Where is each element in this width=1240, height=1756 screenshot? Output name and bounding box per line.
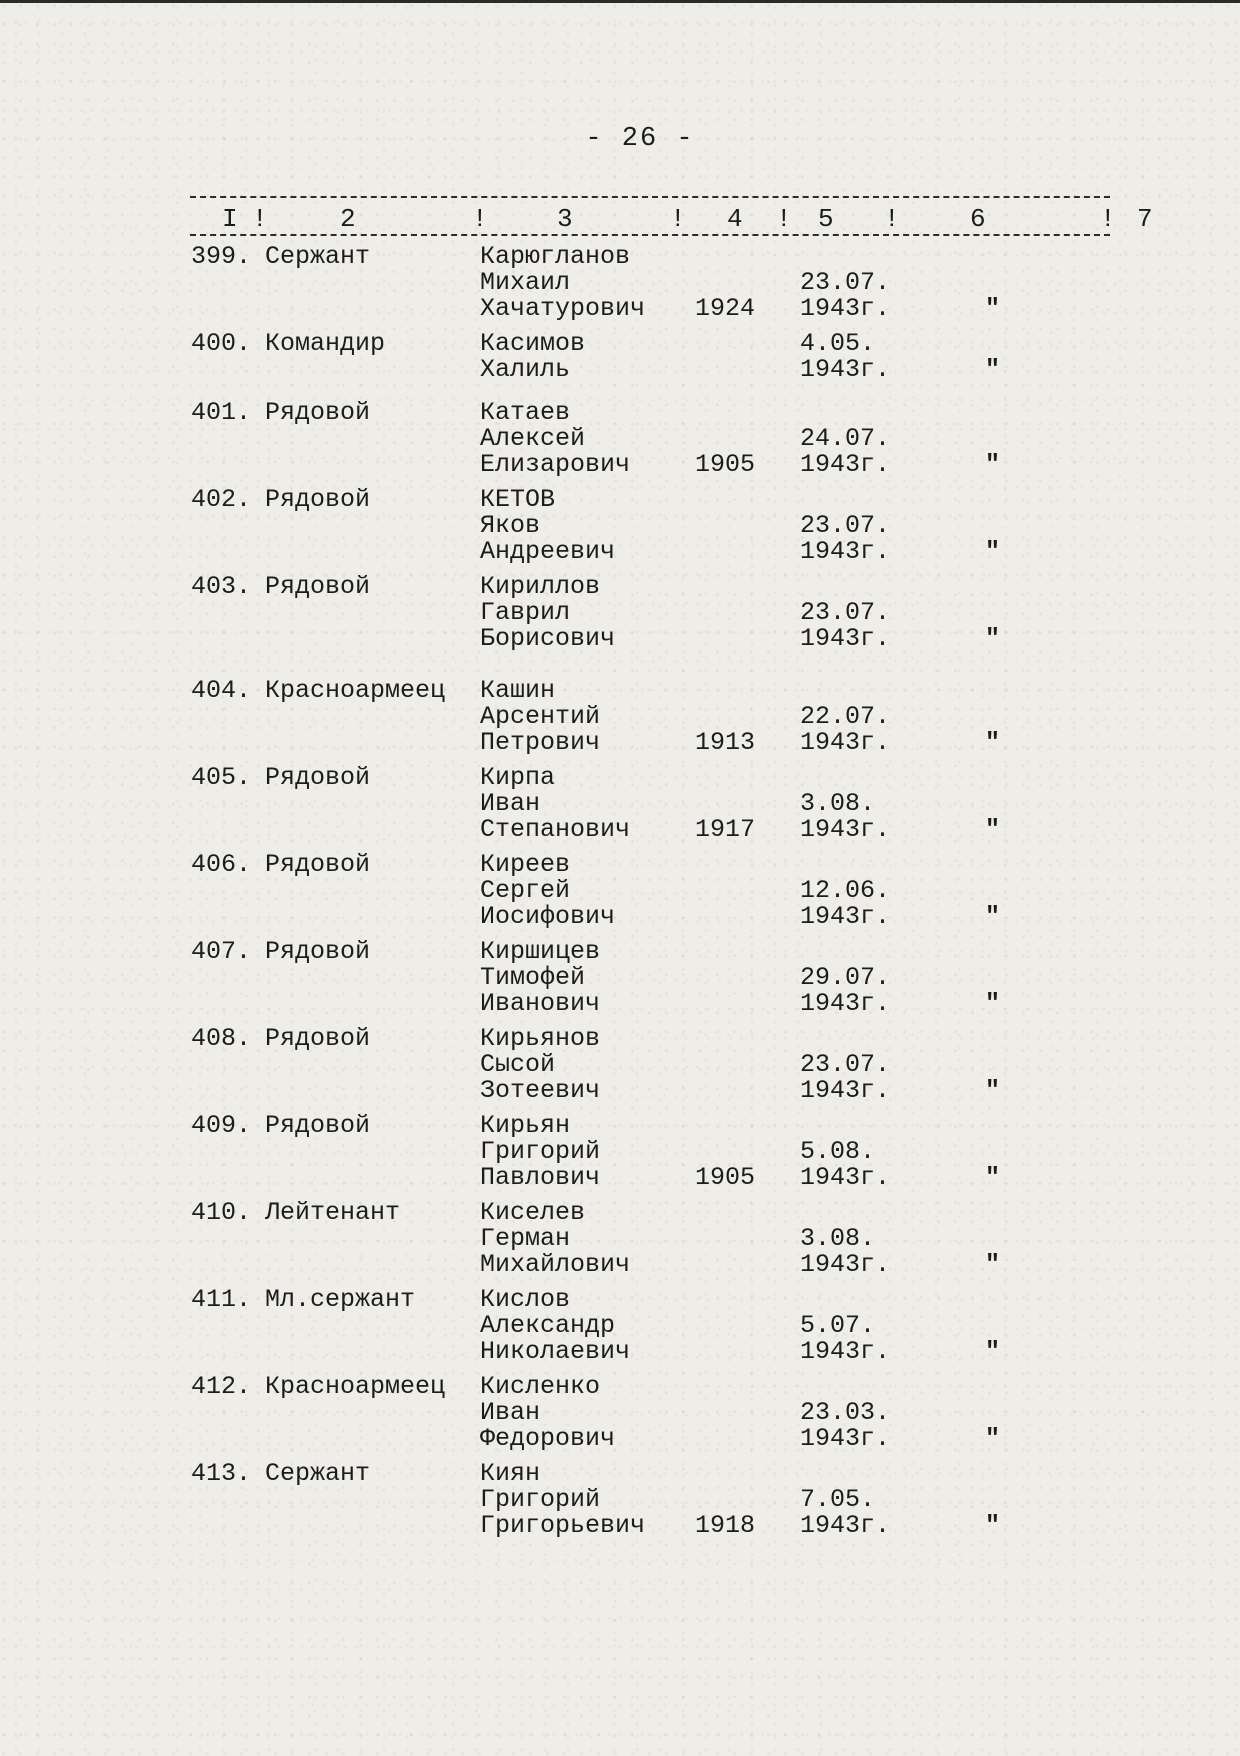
entry-birth-year: 1905: [695, 450, 756, 479]
header-sep: !: [252, 204, 268, 234]
entry-number: 400.: [191, 329, 252, 358]
entry-date-year: 1943г.: [800, 450, 891, 479]
entry-date-year: 1943г.: [800, 624, 891, 653]
entry-date-year: 1943г.: [800, 902, 891, 931]
entry-rank: Сержант: [265, 242, 371, 271]
entry-rank: Лейтенант: [265, 1198, 401, 1227]
entry-patronymic: Борисович: [480, 624, 616, 653]
header-rule-top: [190, 196, 1110, 198]
entry-surname: Касимов: [480, 329, 586, 358]
header-rule-bottom: [190, 234, 1110, 236]
entry-date-day-month: 23.07.: [800, 598, 891, 627]
entry-number: 407.: [191, 937, 252, 966]
entry-ditto-mark: ": [985, 1076, 1001, 1105]
entry-number: 413.: [191, 1459, 252, 1488]
entry-date-day-month: 3.08.: [800, 1224, 876, 1253]
entry-first-name: Алексей: [480, 424, 586, 453]
entry-ditto-mark: ": [985, 815, 1001, 844]
entry-ditto-mark: ": [985, 450, 1001, 479]
entry-ditto-mark: ": [985, 624, 1001, 653]
entry-number: 401.: [191, 398, 252, 427]
entry-ditto-mark: ": [985, 355, 1001, 384]
entry-surname: Кириллов: [480, 572, 601, 601]
entry-date-year: 1943г.: [800, 1076, 891, 1105]
entry-first-name: Герман: [480, 1224, 571, 1253]
entry-surname: Кислов: [480, 1285, 571, 1314]
entry-rank: Красноармеец: [265, 1372, 446, 1401]
entry-date-year: 1943г.: [800, 815, 891, 844]
entry-ditto-mark: ": [985, 537, 1001, 566]
page-number: - 26 -: [585, 124, 695, 154]
entry-rank: Рядовой: [265, 1111, 371, 1140]
entry-date-day-month: 23.07.: [800, 268, 891, 297]
entry-patronymic: Елизарович: [480, 450, 631, 479]
entry-date-day-month: 22.07.: [800, 702, 891, 731]
entry-rank: Красноармеец: [265, 676, 446, 705]
header-sep: !: [884, 204, 900, 234]
entry-number: 409.: [191, 1111, 252, 1140]
entry-number: 410.: [191, 1198, 252, 1227]
entry-birth-year: 1913: [695, 728, 756, 757]
entry-surname: Кашин: [480, 676, 556, 705]
entry-patronymic: Хачатурович: [480, 294, 646, 323]
entry-first-name: Александр: [480, 1311, 616, 1340]
entry-date-year: 1943г.: [800, 1511, 891, 1540]
entry-date-year: 1943г.: [800, 1337, 891, 1366]
entry-patronymic: Петрович: [480, 728, 601, 757]
entry-number: 399.: [191, 242, 252, 271]
entry-first-name: Тимофей: [480, 963, 586, 992]
entry-date-day-month: 23.07.: [800, 1050, 891, 1079]
entry-first-name: Халиль: [480, 355, 571, 384]
entry-first-name: Сысой: [480, 1050, 556, 1079]
entry-ditto-mark: ": [985, 1424, 1001, 1453]
entry-date-day-month: 3.08.: [800, 789, 876, 818]
entry-ditto-mark: ": [985, 989, 1001, 1018]
entry-date-day-month: 12.06.: [800, 876, 891, 905]
entry-rank: Командир: [265, 329, 386, 358]
entry-date-day-month: 23.03.: [800, 1398, 891, 1427]
page-top-border: [0, 0, 1240, 3]
entry-ditto-mark: ": [985, 1511, 1001, 1540]
entry-birth-year: 1918: [695, 1511, 756, 1540]
entry-date-day-month: 29.07.: [800, 963, 891, 992]
entry-number: 412.: [191, 1372, 252, 1401]
entry-surname: Кирьянов: [480, 1024, 601, 1053]
header-col-6: 6: [970, 204, 986, 234]
entry-first-name: Григорий: [480, 1485, 601, 1514]
entry-number: 402.: [191, 485, 252, 514]
entry-patronymic: Михайлович: [480, 1250, 631, 1279]
header-col-7: 7: [1137, 204, 1153, 234]
entry-rank: Рядовой: [265, 485, 371, 514]
entry-surname: Кирьян: [480, 1111, 571, 1140]
entry-date-year: 1943г.: [800, 1424, 891, 1453]
entry-rank: Сержант: [265, 1459, 371, 1488]
entry-rank: Рядовой: [265, 572, 371, 601]
entry-ditto-mark: ": [985, 294, 1001, 323]
header-sep: !: [1100, 204, 1116, 234]
entry-number: 411.: [191, 1285, 252, 1314]
entry-date-year: 1943г.: [800, 1163, 891, 1192]
entry-first-name: Арсентий: [480, 702, 601, 731]
header-col-1: I: [222, 204, 238, 234]
entry-rank: Рядовой: [265, 850, 371, 879]
header-col-3: 3: [557, 204, 573, 234]
entry-surname: Киршицев: [480, 937, 601, 966]
entry-date-year: 1943г.: [800, 989, 891, 1018]
entry-ditto-mark: ": [985, 1337, 1001, 1366]
entry-rank: Рядовой: [265, 398, 371, 427]
header-col-4: 4: [727, 204, 743, 234]
entry-birth-year: 1924: [695, 294, 756, 323]
entry-patronymic: Федорович: [480, 1424, 616, 1453]
entry-ditto-mark: ": [985, 902, 1001, 931]
header-col-5: 5: [818, 204, 834, 234]
entry-first-name: Иван: [480, 1398, 541, 1427]
entry-number: 403.: [191, 572, 252, 601]
entry-date-year: 1943г.: [800, 294, 891, 323]
entry-patronymic: Иванович: [480, 989, 601, 1018]
entry-surname: Кирпа: [480, 763, 556, 792]
entry-ditto-mark: ": [985, 728, 1001, 757]
entry-date-day-month: 4.05.: [800, 329, 876, 358]
entry-surname: Карюгланов: [480, 242, 631, 271]
entry-patronymic: Андреевич: [480, 537, 616, 566]
entry-rank: Рядовой: [265, 763, 371, 792]
header-col-2: 2: [340, 204, 356, 234]
entry-patronymic: Зотеевич: [480, 1076, 601, 1105]
entry-surname: Киреев: [480, 850, 571, 879]
entry-birth-year: 1905: [695, 1163, 756, 1192]
entry-surname: Катаев: [480, 398, 571, 427]
entry-patronymic: Степанович: [480, 815, 631, 844]
entry-ditto-mark: ": [985, 1250, 1001, 1279]
entry-number: 404.: [191, 676, 252, 705]
entry-rank: Рядовой: [265, 1024, 371, 1053]
entry-number: 405.: [191, 763, 252, 792]
entry-number: 408.: [191, 1024, 252, 1053]
entry-surname: КЕТОВ: [480, 485, 556, 514]
entry-date-year: 1943г.: [800, 728, 891, 757]
entry-date-year: 1943г.: [800, 355, 891, 384]
entry-date-day-month: 24.07.: [800, 424, 891, 453]
entry-first-name: Иван: [480, 789, 541, 818]
entry-date-day-month: 7.05.: [800, 1485, 876, 1514]
entry-rank: Рядовой: [265, 937, 371, 966]
entry-surname: Киселев: [480, 1198, 586, 1227]
header-sep: !: [776, 204, 792, 234]
entry-ditto-mark: ": [985, 1163, 1001, 1192]
entry-surname: Киян: [480, 1459, 541, 1488]
header-sep: !: [472, 204, 488, 234]
entry-birth-year: 1917: [695, 815, 756, 844]
entry-surname: Кисленко: [480, 1372, 601, 1401]
entry-first-name: Сергей: [480, 876, 571, 905]
entry-date-day-month: 5.08.: [800, 1137, 876, 1166]
entry-patronymic: Григорьевич: [480, 1511, 646, 1540]
entry-first-name: Гаврил: [480, 598, 571, 627]
entry-first-name: Михаил: [480, 268, 571, 297]
entry-patronymic: Николаевич: [480, 1337, 631, 1366]
entry-number: 406.: [191, 850, 252, 879]
entry-rank: Мл.сержант: [265, 1285, 416, 1314]
entry-first-name: Григорий: [480, 1137, 601, 1166]
entry-date-year: 1943г.: [800, 537, 891, 566]
header-sep: !: [670, 204, 686, 234]
table-header: [0, 204, 1240, 238]
entry-date-year: 1943г.: [800, 1250, 891, 1279]
entry-first-name: Яков: [480, 511, 541, 540]
entry-date-day-month: 5.07.: [800, 1311, 876, 1340]
entry-patronymic: Иосифович: [480, 902, 616, 931]
entry-patronymic: Павлович: [480, 1163, 601, 1192]
entry-date-day-month: 23.07.: [800, 511, 891, 540]
